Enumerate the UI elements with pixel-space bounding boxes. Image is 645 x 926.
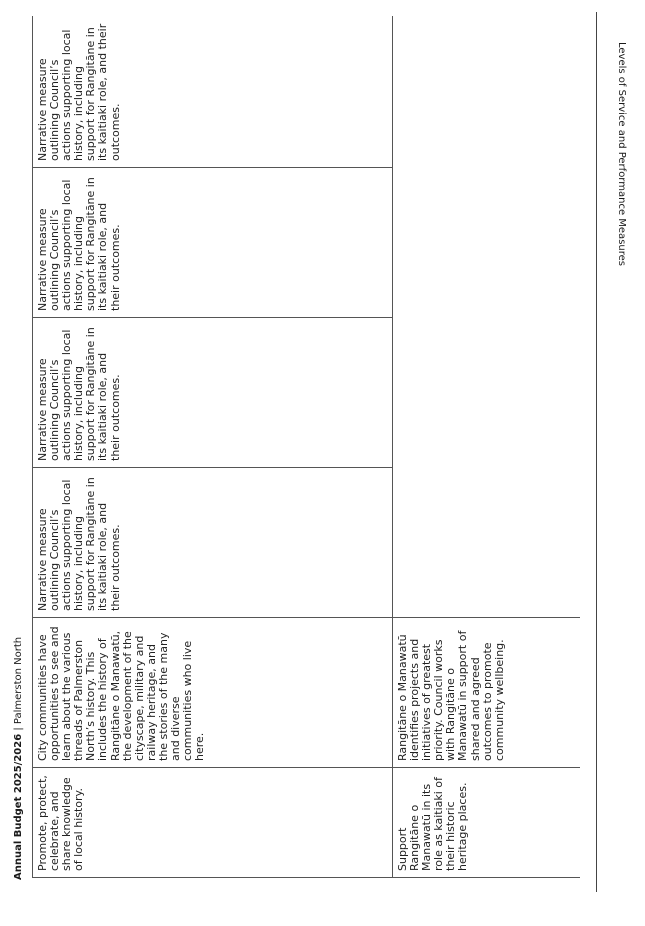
right-margin-rule xyxy=(596,12,597,892)
header-separator: | xyxy=(13,724,24,734)
table-cell: Promote, protect, celebrate, and share knowledge of local history. xyxy=(33,768,393,878)
table-cell: Rangitāne o Manawatū identifies projects and initiatives of greatest priority. Council works with Rangitāne o Manawatū in support of shared and agreed outcomes to promote community wellbeing. xyxy=(393,618,581,768)
table-row xyxy=(393,16,581,878)
table-cell: Narrative measure outlining Council’s actions supporting local history, including support for Rangitāne in its kaitiaki role, and their outcomes. xyxy=(33,168,393,318)
table-cell: Narrative measure outlining Council’s actions supporting local history, including support for Rangitāne in its kaitiaki role, and their outcomes. xyxy=(33,318,393,468)
table-container xyxy=(32,16,580,878)
table-cell: City communities have opportunities to see and learn about the various threads of Palmerston North’s history. This includes the history of Rangitāne o Manawatū, the development of the cityscape, military and railway heritage, and the stories of the many and diverse communities who live here. xyxy=(33,618,393,768)
section-title: Levels of Service and Performance Measures xyxy=(616,42,627,266)
table-cell: Narrative measure outlining Council’s actions supporting local history, including support for Rangitāne in its kaitiaki role, and their outcomes. xyxy=(33,468,393,618)
running-header xyxy=(13,636,31,880)
table-row xyxy=(33,16,393,878)
table-cell: Narrative measure outlining Council’s actions supporting local history, including support for Rangitāne in its kaitiaki role, and their outcomes. xyxy=(33,16,393,168)
table-cell: Support Rangitāne o Manawatū in its role as kaitiaki of their historic heritage places. xyxy=(393,768,581,878)
table-cell-empty xyxy=(393,16,581,618)
levels-of-service-table xyxy=(32,16,580,878)
document-title: Annual Budget 2025/2026 xyxy=(13,733,24,880)
council-name: Palmerston North xyxy=(13,636,24,725)
